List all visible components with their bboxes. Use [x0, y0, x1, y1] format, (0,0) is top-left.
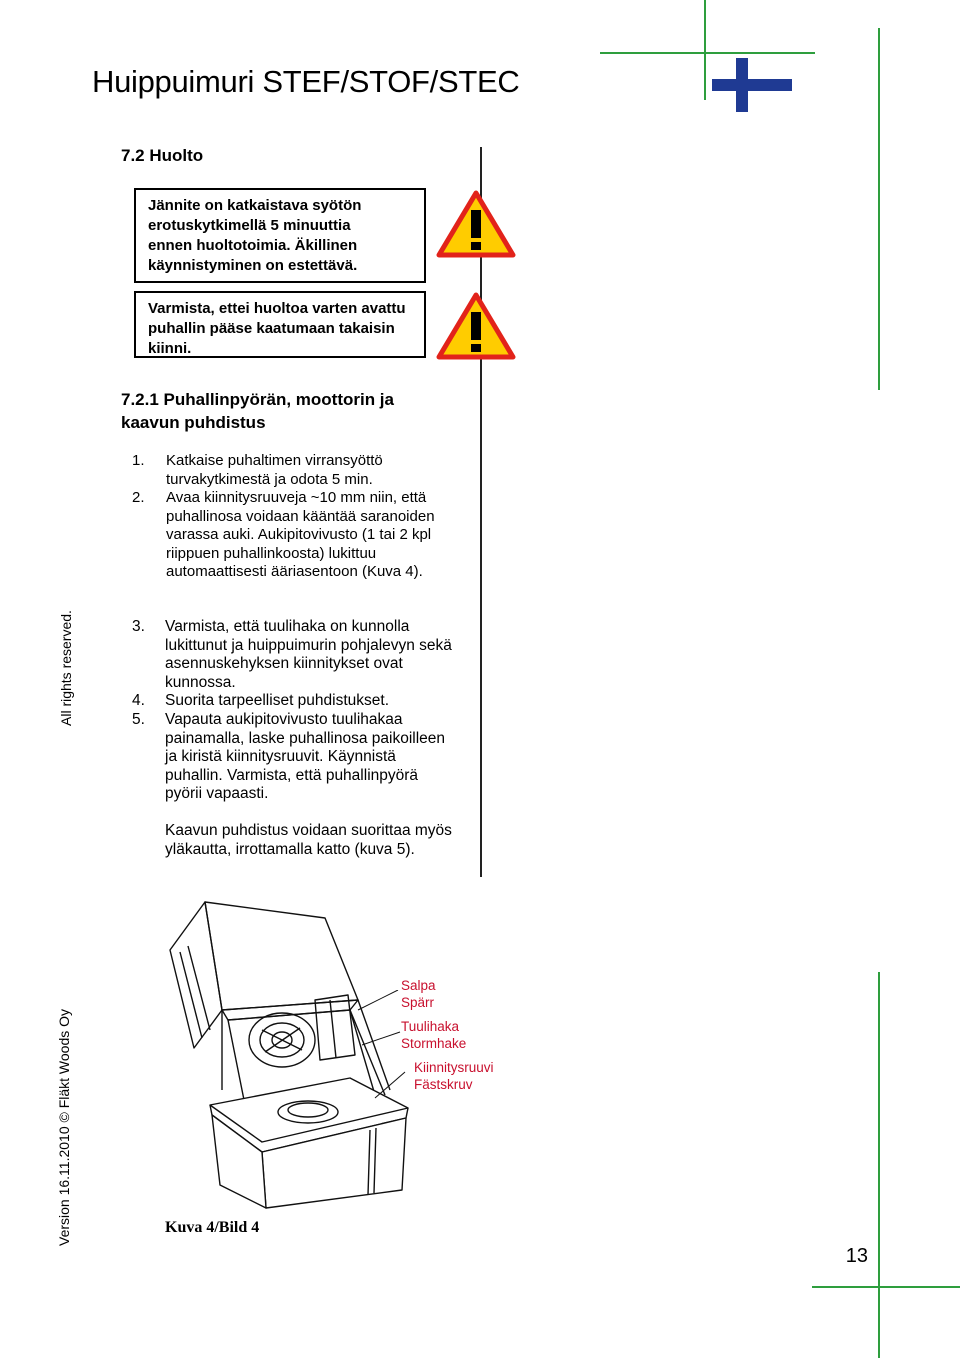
step-number: 4.	[132, 692, 145, 709]
warning-text-tipping: Varmista, ettei huoltoa varten avattu puhallin pääse kaatumaan takaisin kiinni.	[148, 300, 406, 357]
figure-label-screw-fi: Kiinnitysruuvi	[414, 1060, 494, 1075]
warning-box-tipping	[134, 291, 426, 358]
figure-label-stay-sv: Stormhake	[401, 1036, 467, 1051]
warning-box-voltage	[134, 188, 426, 283]
version-notice: Version 16.11.2010 © Fläkt Woods Oy	[56, 1008, 72, 1246]
frame-line-top	[704, 0, 706, 100]
figure-label-latch-fi: Salpa	[401, 978, 436, 993]
frame-line-right-upper	[878, 28, 880, 390]
warning-triangle-icon	[436, 292, 516, 360]
finnish-flag-icon	[712, 58, 792, 112]
step-text: Avaa kiinnitysruuveja ~10 mm niin, että puhallinosa voidaan kääntää saranoiden varassa auki. Aukipitovivusto (1 tai 2 kpl riippuen puhallinkoosta) lukittuu automaattisesti ääriasentoon (Kuva 4).	[166, 489, 435, 580]
step-number: 2.	[132, 489, 145, 506]
frame-line-top-horizontal	[600, 52, 815, 54]
subsection-heading: 7.2.1 Puhallinpyörän, moottorin ja kaavun puhdistus	[121, 390, 394, 432]
figure-label-latch-sv: Spärr	[401, 995, 435, 1010]
page-title: Huippuimuri STEF/STOF/STEC	[92, 64, 520, 99]
section-heading: 7.2 Huolto	[121, 146, 204, 165]
step-number: 5.	[132, 711, 145, 728]
frame-line-bottom-horizontal	[812, 1286, 960, 1288]
cleaning-note: Kaavun puhdistus voidaan suorittaa myös yläkautta, irrottamalla katto (kuva 5).	[165, 822, 452, 858]
warning-text-voltage: Jännite on katkaistava syötön erotuskytkimellä 5 minuuttia ennen huoltotoimia. Äkillinen käynnistyminen on estettävä.	[148, 197, 362, 274]
step-text: Vapauta aukipitovivusto tuulihakaa painamalla, laske puhallinosa paikoilleen ja kiristä kiinnitysruuvit. Käynnistä puhallin. Varmista, että puhallinpyörä pyörii vapaasti.	[165, 711, 446, 802]
frame-line-right-lower	[878, 972, 880, 1358]
step-number: 1.	[132, 452, 145, 469]
step-text: Suorita tarpeelliset puhdistukset.	[165, 692, 390, 709]
step-text: Katkaise puhaltimen virransyöttö turvakytkimestä ja odota 5 min.	[166, 452, 383, 488]
figure-label-stay-fi: Tuulihaka	[401, 1019, 460, 1034]
page-number: 13	[845, 1245, 868, 1267]
figure-caption: Kuva 4/Bild 4	[165, 1219, 260, 1236]
step-text: Varmista, että tuulihaka on kunnolla lukittunut ja huippuimurin pohjalevyn sekä asennuskehyksen kiinnitykset ovat kunnossa.	[165, 618, 452, 691]
figure-label-stay	[401, 1018, 466, 1052]
figure-label-latch	[401, 977, 436, 1011]
figure-label-screw	[414, 1059, 494, 1093]
step-number: 3.	[132, 618, 145, 635]
warning-triangle-icon	[436, 190, 516, 258]
rights-notice: All rights reserved.	[58, 610, 74, 726]
figure-label-screw-sv: Fästskruv	[414, 1077, 473, 1092]
